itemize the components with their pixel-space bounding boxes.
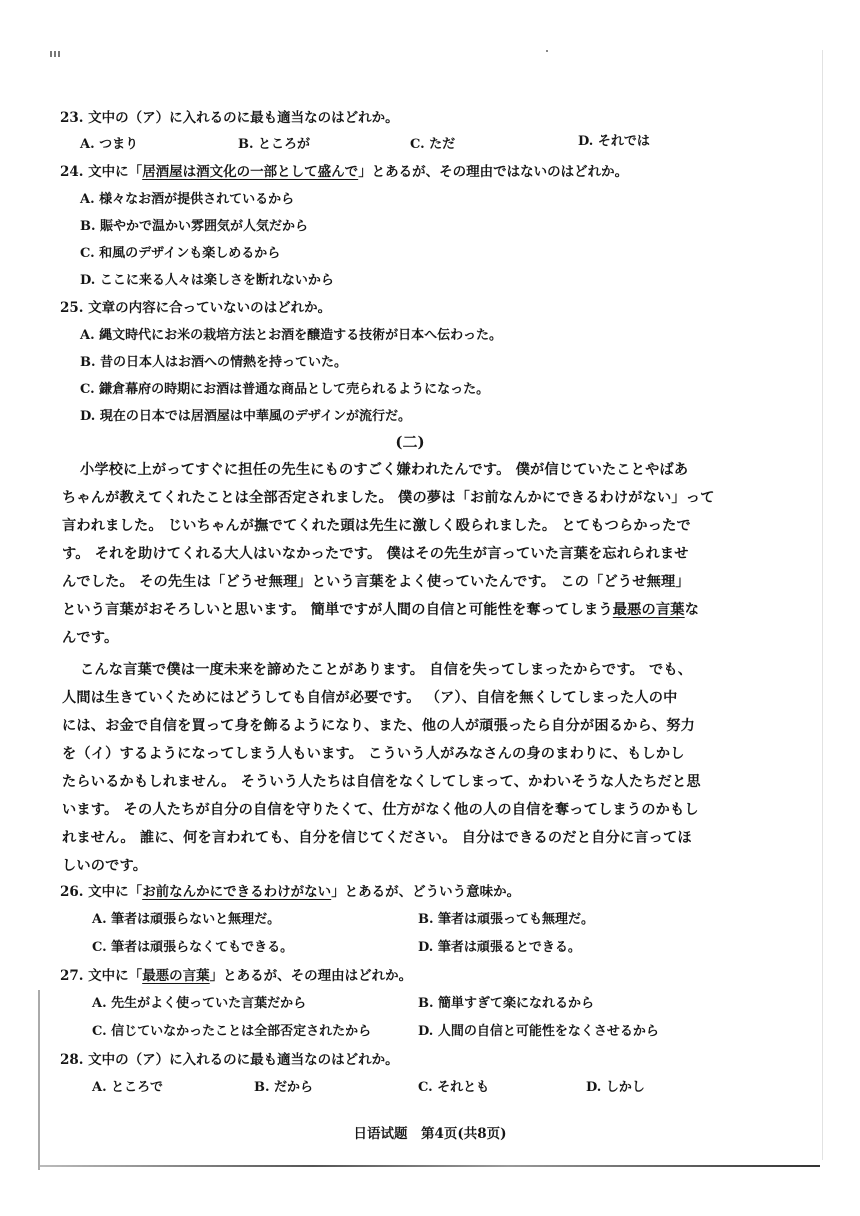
q28-option-a: A. ところで <box>92 1080 164 1095</box>
passage-line: んです。 <box>62 630 119 646</box>
question-23: 23. 文中の（ア）に入れるのに最も適当なのはどれか。 <box>60 110 399 126</box>
passage-line: す。 それを助けてくれる大人はいなかったです。 僕はその先生が言っていた言葉を忘れられませ <box>62 546 689 562</box>
question-27 <box>60 966 412 986</box>
q27-option-b: B. 簡単すぎて楽になれるから <box>418 996 595 1011</box>
q26-underlined-quote: お前なんかにできるわけがない <box>142 884 332 900</box>
q25-option-d: D. 現在の日本では居酒屋は中華風のデザインが流行だ。 <box>80 409 411 424</box>
q23-option-a: A. つまり <box>80 137 139 152</box>
question-28: 28. 文中の（ア）に入れるのに最も適当なのはどれか。 <box>60 1052 399 1068</box>
question-26 <box>60 882 520 902</box>
passage-underlined-phrase: 最悪の言葉 <box>612 602 685 618</box>
passage-line: れません。 誰に、何を言われても、自分を信じてください。 自分はできるのだと自分に言ってほ <box>62 830 692 846</box>
q27-prefix: 27. 文中に「 <box>60 968 143 984</box>
q28-option-b: B. だから <box>254 1080 314 1095</box>
passage-fragment: な <box>684 602 700 618</box>
q25-option-c: C. 鎌倉幕府の時期にお酒は普通な商品として売られるようになった。 <box>80 382 490 397</box>
q23-option-c: C. ただ <box>410 137 456 152</box>
q27-suffix: 」とあるが、その理由はどれか。 <box>209 968 413 984</box>
q24-suffix: 」とあるが、その理由ではないのはどれか。 <box>358 164 629 180</box>
question-24 <box>60 162 628 182</box>
q24-option-d: D. ここに来る人々は楽しさを断れないから <box>80 273 334 288</box>
q26-option-d: D. 筆者は頑張るとできる。 <box>418 940 581 955</box>
page-footer: 日语试题 第4页(共8页) <box>353 1126 507 1142</box>
passage-line: たらいるかもしれません。 そういう人たちは自信をなくしてしまって、かわいそうな人たちだと思 <box>62 774 701 790</box>
scan-margin-line <box>38 990 40 1170</box>
passage-line: 人間は生きていくためにはどうしても自信が必要です。 （ア）、自信を無くしてしまった人の中 <box>62 690 678 706</box>
q23-option-d: D. それでは <box>578 134 650 149</box>
page-edge <box>822 50 823 1160</box>
q24-option-c: C. 和風のデザインも楽しめるから <box>80 246 281 261</box>
q25-option-a: A. 縄文時代にお米の栽培方法とお酒を醸造する技術が日本へ伝わった。 <box>80 328 503 343</box>
q28-option-c: C. それとも <box>418 1080 490 1095</box>
q24-option-b: B. 賑やかで温かい雰囲気が人気だから <box>80 219 309 234</box>
passage-fragment: という言葉がおそろしいと思います。 簡単ですが人間の自信と可能性を奪ってしまう <box>62 602 613 618</box>
passage-line: こんな言葉で僕は一度未来を諦めたことがあります。 自信を失ってしまったからです。 でも、 <box>80 662 693 678</box>
question-25: 25. 文章の内容に合っていないのはどれか。 <box>60 300 332 316</box>
q27-option-c: C. 信じていなかったことは全部否定されたから <box>92 1024 372 1039</box>
passage-line: 小学校に上がってすぐに担任の先生にものすごく嫌われたんです。 僕が信じていたことやばあ <box>80 462 689 478</box>
passage-line: には、お金で自信を買って身を飾るようになり、また、他の人が頑張ったら自分が困るから、努力 <box>62 718 696 734</box>
q26-suffix: 」とあるが、どういう意味か。 <box>331 884 521 900</box>
passage-line: ちゃんが教えてくれたことは全部否定されました。 僕の夢は「お前なんかにできるわけがない」って <box>62 490 715 506</box>
passage-line <box>62 600 744 620</box>
q26-option-a: A. 筆者は頑張らないと無理だ。 <box>92 912 281 927</box>
q24-underlined-quote: 居酒屋は酒文化の一部として盛んで <box>142 164 359 180</box>
q25-option-b: B. 昔の日本人はお酒への情熱を持っていた。 <box>80 355 348 370</box>
scan-bottom-line <box>40 1165 820 1167</box>
passage-line: います。 その人たちが自分の自信を守りたくて、仕方がなく他の人の自信を奪ってしまうのかもし <box>62 802 699 818</box>
passage-line: んでした。 その先生は「どうせ無理」という言葉をよく使っていたんです。 この「どうせ無理」 <box>62 574 690 590</box>
q27-option-d: D. 人間の自信と可能性をなくさせるから <box>418 1024 659 1039</box>
q27-option-a: A. 先生がよく使っていた言葉だから <box>92 996 307 1011</box>
q28-option-d: D. しかし <box>586 1080 645 1095</box>
passage-line: しいのです。 <box>62 858 148 874</box>
q26-option-c: C. 筆者は頑張らなくてもできる。 <box>92 940 294 955</box>
passage-line: を（イ）するようになってしまう人もいます。 こういう人がみなさんの身のまわりに、もしかし <box>62 746 685 762</box>
q24-prefix: 24. 文中に「 <box>60 164 143 180</box>
passage-line: 言われました。 じいちゃんが撫でてくれた頭は先生に激しく殴られました。 とてもつらかったで <box>62 518 691 534</box>
scan-mark <box>50 42 64 48</box>
q27-underlined-quote: 最悪の言葉 <box>142 968 210 984</box>
q23-option-b: B. ところが <box>238 137 311 152</box>
q26-prefix: 26. 文中に「 <box>60 884 143 900</box>
q26-option-b: B. 筆者は頑張っても無理だ。 <box>418 912 595 927</box>
q24-option-a: A. 様々なお酒が提供されているから <box>80 192 295 207</box>
scan-speck <box>546 50 548 52</box>
section-heading: (二) <box>395 433 425 451</box>
